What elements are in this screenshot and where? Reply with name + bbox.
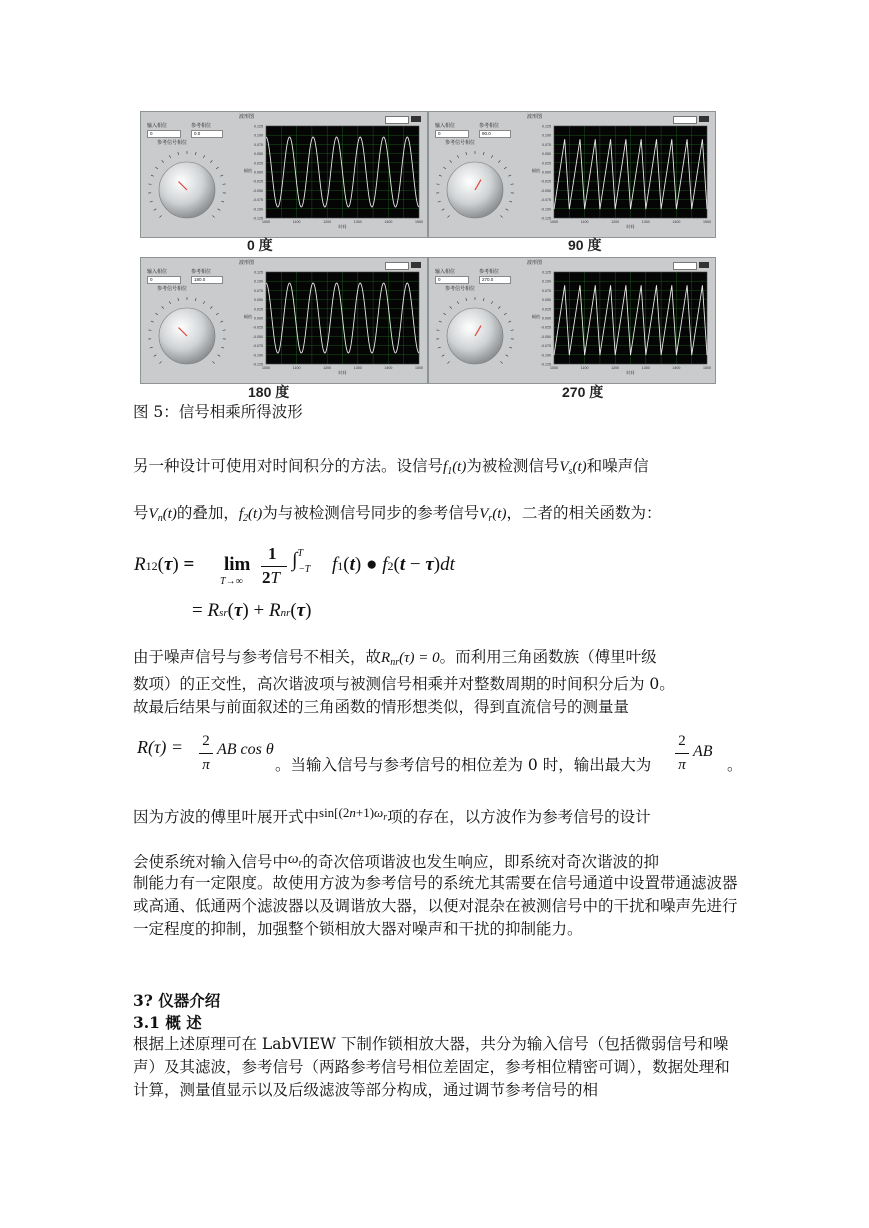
knob-tick bbox=[169, 301, 170, 304]
graph-title: 波形图 bbox=[527, 260, 543, 266]
x-axis-label: 时间 bbox=[338, 224, 347, 229]
input-phase-label: 输入相位 bbox=[435, 269, 456, 275]
reference-phase-field[interactable]: 90.0 bbox=[479, 130, 511, 138]
reference-phase-label: 参考相位 bbox=[191, 269, 212, 275]
knob-tick bbox=[450, 306, 452, 308]
knob-tick bbox=[203, 301, 204, 304]
y-tick-label: 0.075 bbox=[254, 288, 263, 293]
reference-phase-field[interactable]: 180.0 bbox=[191, 276, 223, 284]
f2-symbol: $f_2(t)$ bbox=[238, 506, 263, 524]
input-phase-label: 输入相位 bbox=[147, 269, 168, 275]
text: 因为方波的傅里叶展开式中 bbox=[133, 808, 320, 826]
y-tick-label: 0.000 bbox=[542, 170, 551, 175]
figure-caption: 图 5：信号相乘所得波形 bbox=[133, 403, 303, 421]
knob-tick bbox=[491, 155, 492, 158]
sin-harmonic-formula: sin[(2n+1)ωr bbox=[319, 805, 388, 823]
y-tick-label: 0.000 bbox=[254, 170, 263, 175]
knob-label: 参考信号相位 bbox=[157, 140, 188, 146]
x-tick-label: 1000 bbox=[550, 366, 558, 370]
y-tick-label: 0.100 bbox=[254, 279, 263, 284]
knob-tick bbox=[500, 361, 502, 363]
paragraph-2-line-4 bbox=[133, 733, 743, 776]
knob-tick bbox=[506, 355, 509, 357]
knob-tick bbox=[216, 167, 218, 169]
x-tick-label: 1200 bbox=[323, 366, 332, 370]
paragraph-4: 根据上述原理可在 LabVIEW 下制作锁相放大器，共分为输入信号（包括微弱信号和噪声）及其滤波，参考信号（两路参考信号相位差固定，参考相位精密可调），数据处理和计算，测量值显示以及后级滤波等部分构成，通过调节参考信号的相 bbox=[133, 1035, 730, 1099]
text: 为与被检测信号同步的参考信号 bbox=[262, 504, 480, 522]
knob-tick bbox=[438, 347, 441, 348]
y-tick-label: 0.075 bbox=[254, 142, 263, 147]
x-tick-label: 1000 bbox=[262, 220, 270, 224]
y-tick-label: 0.025 bbox=[542, 307, 551, 312]
fraction-2-pi: 2 π bbox=[199, 730, 213, 777]
x-tick-label: 1500 bbox=[415, 220, 423, 224]
paragraph-2-line-3: 故最后结果与前面叙述的三角函数的情形想类似，得到直流信号的测量量 bbox=[133, 698, 630, 716]
y-tick-label: -0.075 bbox=[540, 344, 551, 349]
x-tick-label: 1400 bbox=[384, 220, 393, 224]
y-tick-label: 0.025 bbox=[542, 161, 551, 166]
y-axis-label: 幅值 bbox=[532, 314, 540, 319]
knob-tick bbox=[221, 347, 224, 348]
waveform-panel-1 bbox=[428, 111, 716, 238]
knob-tick bbox=[508, 175, 511, 176]
y-tick-label: -0.125 bbox=[540, 216, 551, 221]
knob-tick bbox=[220, 321, 223, 322]
text: 。当输入信号与参考信号的相位差为 0 时，输出最大为 bbox=[275, 756, 652, 774]
x-axis-label: 时间 bbox=[626, 370, 635, 375]
input-phase-field[interactable]: 0 bbox=[435, 130, 469, 138]
text: 会使系统对输入信号中 bbox=[133, 853, 289, 871]
panel-caption-2: 180 度 bbox=[248, 384, 290, 400]
ab-cos-theta: AB cos θ bbox=[217, 741, 274, 758]
text: ，二者的相关函数为： bbox=[506, 504, 662, 522]
knob-tick bbox=[466, 298, 467, 301]
knob-tick bbox=[500, 215, 502, 217]
y-tick-label: 0.050 bbox=[542, 152, 551, 157]
knob-tick bbox=[498, 160, 500, 162]
y-tick-label: -0.025 bbox=[252, 325, 263, 330]
y-tick-label: 0.075 bbox=[542, 288, 551, 293]
knob-label: 参考信号相位 bbox=[445, 140, 476, 146]
knob-tick bbox=[509, 201, 512, 202]
paragraph-2-line-1 bbox=[133, 646, 741, 674]
graph-title: 波形图 bbox=[527, 114, 543, 120]
text: 另一种设计可使用对时间积分的方法。设信号 bbox=[133, 457, 444, 475]
section-heading-3: 3? 仪器介绍 bbox=[133, 991, 221, 1010]
knob-tick bbox=[447, 215, 449, 217]
knob-label: 参考信号相位 bbox=[445, 286, 476, 292]
reference-phase-field[interactable]: 0.0 bbox=[191, 130, 223, 138]
knob-tick bbox=[498, 306, 500, 308]
knob-tick bbox=[439, 175, 442, 176]
x-tick-label: 1300 bbox=[353, 220, 362, 224]
x-tick-label: 1100 bbox=[292, 366, 301, 370]
y-tick-label: -0.125 bbox=[252, 362, 263, 367]
y-tick-label: -0.100 bbox=[540, 353, 551, 358]
knob-label: 参考信号相位 bbox=[157, 286, 188, 292]
y-tick-label: 0.100 bbox=[542, 133, 551, 138]
y-axis-label: 幅值 bbox=[244, 168, 252, 173]
knob-tick bbox=[169, 155, 170, 158]
y-tick-label: -0.100 bbox=[252, 207, 263, 212]
panel-caption-3: 270 度 bbox=[562, 384, 604, 400]
vs-symbol: $V_s(t)$ bbox=[559, 459, 587, 477]
knob-tick bbox=[195, 152, 196, 155]
x-tick-label: 1200 bbox=[611, 366, 620, 370]
knob-tick bbox=[438, 201, 441, 202]
waveform-panel-0 bbox=[140, 111, 428, 238]
y-tick-label: -0.125 bbox=[252, 216, 263, 221]
y-axis-label: 幅值 bbox=[244, 314, 252, 319]
input-phase-field[interactable]: 0 bbox=[147, 130, 181, 138]
reference-phase-label: 参考相位 bbox=[479, 269, 500, 275]
y-tick-label: 0.100 bbox=[542, 279, 551, 284]
reference-phase-label: 参考相位 bbox=[191, 123, 212, 129]
y-tick-label: 0.050 bbox=[254, 298, 263, 303]
correlation-formula: R12(τ) = lim T→∞ 1 2T ∫$^T_{-T}$ f1(t) ● f2(t − τ)dt = Rsr(τ) + Rnr(τ) bbox=[134, 544, 455, 621]
y-tick-label: -0.100 bbox=[252, 353, 263, 358]
knob-tick bbox=[218, 355, 221, 357]
x-tick-label: 1400 bbox=[672, 366, 681, 370]
y-axis-label: 幅值 bbox=[532, 168, 540, 173]
knob-tick bbox=[442, 209, 445, 211]
text: 的奇次倍项谐波也发生响应，即系统对奇次谐波的抑 bbox=[302, 853, 660, 871]
waveform-panel-3 bbox=[428, 257, 716, 384]
y-tick-label: 0.025 bbox=[254, 307, 263, 312]
knob-tick bbox=[504, 167, 506, 169]
knob-tick bbox=[220, 175, 223, 176]
paragraph-3-rest: 制能力有一定限度。故使用方波为参考信号的系统尤其需要在信号通道中设置带通滤波器或高通、低通两个滤波器以及调谐放大器，以便对混杂在被测信号中的干扰和噪声先进行一定程度的抑制，加强整个锁相放大器对噪声和干扰的抑制能力。 bbox=[133, 874, 738, 938]
y-tick-label: 0.050 bbox=[254, 152, 263, 157]
knob-tick bbox=[457, 301, 458, 304]
x-tick-label: 1400 bbox=[384, 366, 393, 370]
knob-tick bbox=[150, 347, 153, 348]
y-tick-label: -0.100 bbox=[540, 207, 551, 212]
paragraph-2-line-2: 数项）的正交性，高次谐波项与被测信号相乘并对整数周期的时间积分后为 0。 bbox=[133, 675, 675, 693]
knob-tick bbox=[483, 152, 484, 155]
knob-tick bbox=[491, 301, 492, 304]
y-tick-label: 0.125 bbox=[254, 124, 263, 129]
y-tick-label: 0.125 bbox=[254, 270, 263, 275]
knob-tick bbox=[508, 321, 511, 322]
x-tick-label: 1100 bbox=[580, 220, 589, 224]
section-heading-3-1: 3.1 概 述 bbox=[133, 1013, 202, 1032]
input-phase-field[interactable]: 0 bbox=[435, 276, 469, 284]
y-tick-label: -0.050 bbox=[252, 334, 263, 339]
paragraph-3-line-2 bbox=[133, 848, 741, 875]
x-tick-label: 1200 bbox=[323, 220, 332, 224]
y-tick-label: -0.075 bbox=[252, 198, 263, 203]
knob-tick bbox=[443, 167, 445, 169]
omega-r-symbol: $\omega_r$ bbox=[288, 851, 303, 869]
x-tick-label: 1300 bbox=[641, 220, 650, 224]
r-tau-formula: R(τ) = bbox=[137, 737, 184, 757]
paragraph-3-line-1 bbox=[133, 801, 741, 829]
y-tick-label: -0.025 bbox=[252, 179, 263, 184]
y-tick-label: 0.125 bbox=[542, 124, 551, 129]
text: 项的存在，以方波作为参考信号的设计 bbox=[387, 808, 651, 826]
text: 的叠加， bbox=[176, 504, 239, 522]
knob-tick bbox=[457, 155, 458, 158]
knob-tick bbox=[155, 313, 157, 315]
panel-graphics bbox=[141, 258, 427, 383]
x-tick-label: 1100 bbox=[292, 220, 301, 224]
rnr-zero-formula: $R_{nr}(\tau) = 0$ bbox=[381, 650, 440, 668]
y-tick-label: -0.125 bbox=[540, 362, 551, 367]
knob-tick bbox=[210, 306, 212, 308]
x-tick-label: 1000 bbox=[262, 366, 270, 370]
x-tick-label: 1500 bbox=[703, 366, 711, 370]
knob-tick bbox=[509, 347, 512, 348]
reference-phase-label: 参考相位 bbox=[479, 123, 500, 129]
text: 。 bbox=[727, 756, 743, 774]
input-phase-label: 输入相位 bbox=[435, 123, 456, 129]
y-tick-label: -0.025 bbox=[540, 179, 551, 184]
panel-caption-0: 0 度 bbox=[247, 237, 273, 253]
knob-tick bbox=[178, 152, 179, 155]
y-tick-label: -0.025 bbox=[540, 325, 551, 330]
text: 和噪声信 bbox=[586, 457, 649, 475]
knob-tick bbox=[150, 201, 153, 202]
knob-tick bbox=[447, 361, 449, 363]
y-tick-label: 0.075 bbox=[542, 142, 551, 147]
y-tick-label: -0.075 bbox=[252, 344, 263, 349]
knob-tick bbox=[466, 152, 467, 155]
y-tick-label: 0.125 bbox=[542, 270, 551, 275]
waveform-panel-2 bbox=[140, 257, 428, 384]
knob-tick bbox=[210, 160, 212, 162]
x-tick-label: 1100 bbox=[580, 366, 589, 370]
max-output-formula: 2 π bbox=[675, 730, 689, 777]
y-tick-label: -0.050 bbox=[540, 188, 551, 193]
y-tick-label: 0.100 bbox=[254, 133, 263, 138]
y-tick-label: -0.075 bbox=[540, 198, 551, 203]
knob-tick bbox=[483, 298, 484, 301]
knob-tick bbox=[442, 355, 445, 357]
knob-tick bbox=[450, 160, 452, 162]
knob-tick bbox=[162, 160, 164, 162]
panel-caption-1: 90 度 bbox=[568, 237, 602, 253]
reference-phase-field[interactable]: 270.0 bbox=[479, 276, 511, 284]
x-tick-label: 1500 bbox=[703, 220, 711, 224]
x-tick-label: 1000 bbox=[550, 220, 558, 224]
text: 为被检测信号 bbox=[466, 457, 560, 475]
graph-title: 波形图 bbox=[239, 114, 255, 120]
y-tick-label: 0.050 bbox=[542, 298, 551, 303]
knob-tick bbox=[151, 321, 154, 322]
y-tick-label: -0.050 bbox=[252, 188, 263, 193]
knob-tick bbox=[195, 298, 196, 301]
f1-symbol: $f_1(t)$ bbox=[443, 459, 467, 477]
x-tick-label: 1300 bbox=[353, 366, 362, 370]
knob-tick bbox=[159, 215, 161, 217]
ab-symbol: AB bbox=[693, 743, 713, 760]
knob-tick bbox=[155, 167, 157, 169]
knob-tick bbox=[221, 201, 224, 202]
vn-symbol: $V_n(t)$ bbox=[148, 506, 177, 524]
x-axis-label: 时间 bbox=[626, 224, 635, 229]
x-tick-label: 1500 bbox=[415, 366, 423, 370]
knob-tick bbox=[212, 215, 214, 217]
knob-tick bbox=[203, 155, 204, 158]
graph-title: 波形图 bbox=[239, 260, 255, 266]
knob-tick bbox=[506, 209, 509, 211]
input-phase-label: 输入相位 bbox=[147, 123, 168, 129]
knob-tick bbox=[178, 298, 179, 301]
knob-tick bbox=[154, 209, 157, 211]
x-tick-label: 1300 bbox=[641, 366, 650, 370]
knob-tick bbox=[162, 306, 164, 308]
knob-tick bbox=[216, 313, 218, 315]
knob-tick bbox=[151, 175, 154, 176]
knob-tick bbox=[154, 355, 157, 357]
y-tick-label: -0.050 bbox=[540, 334, 551, 339]
knob-tick bbox=[218, 209, 221, 211]
panel-graphics bbox=[429, 112, 715, 237]
input-phase-field[interactable]: 0 bbox=[147, 276, 181, 284]
text: 由于噪声信号与参考信号不相关，故 bbox=[133, 648, 382, 666]
knob-tick bbox=[159, 361, 161, 363]
y-tick-label: 0.000 bbox=[254, 316, 263, 321]
paragraph-1-line-2 bbox=[133, 502, 741, 530]
text: 号 bbox=[133, 504, 149, 522]
knob-tick bbox=[212, 361, 214, 363]
x-tick-label: 1400 bbox=[672, 220, 681, 224]
text: 。而利用三角函数族（傅里叶级 bbox=[439, 648, 657, 666]
knob-tick bbox=[443, 313, 445, 315]
knob-tick bbox=[504, 313, 506, 315]
knob-tick bbox=[439, 321, 442, 322]
y-tick-label: 0.025 bbox=[254, 161, 263, 166]
paragraph-1-line-1 bbox=[133, 455, 741, 483]
vr-symbol: $V_r(t)$ bbox=[479, 506, 507, 524]
y-tick-label: 0.000 bbox=[542, 316, 551, 321]
x-axis-label: 时间 bbox=[338, 370, 347, 375]
panel-graphics bbox=[429, 258, 715, 383]
x-tick-label: 1200 bbox=[611, 220, 620, 224]
panel-graphics bbox=[141, 112, 427, 237]
